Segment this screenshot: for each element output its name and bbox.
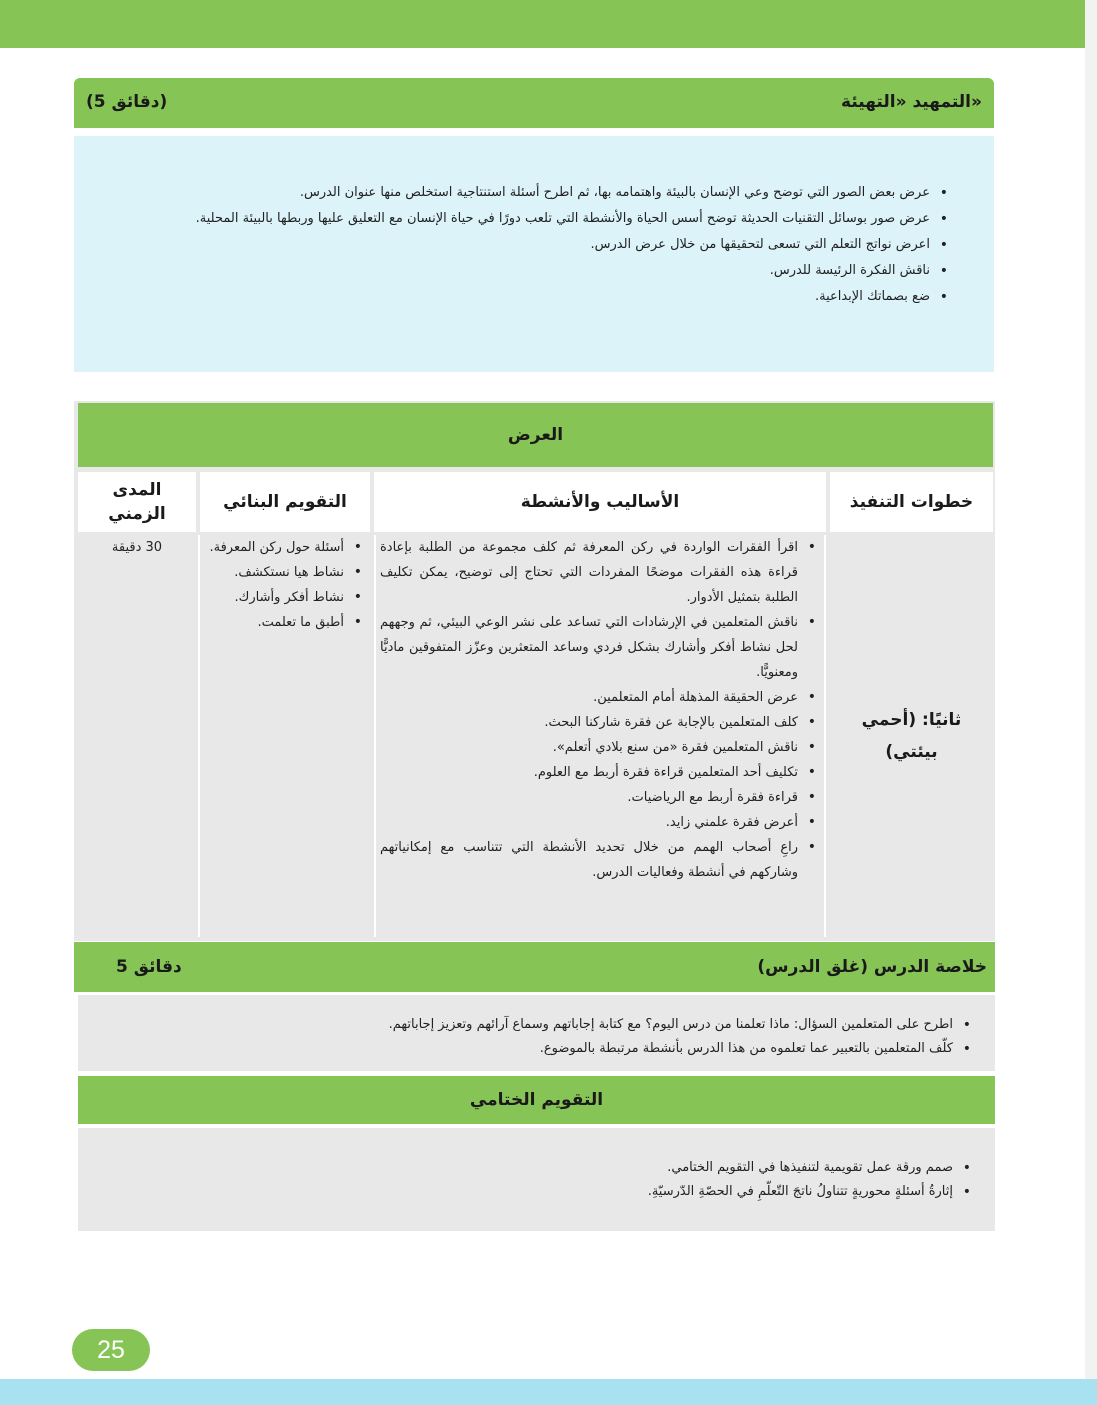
summary-body: [78, 995, 995, 1071]
list-item: • ضع بصماتك الإبداعية.: [88, 284, 952, 310]
list-item: • عرض بعض الصور التي توضح وعي الإنسان بالبيئة واهتمامه بها، ثم اطرح أسئلة استنتاجية استخلص منها عنوان الدرس.: [88, 180, 952, 206]
assessment-list: [208, 535, 366, 635]
list-item: • نشاط أفكر وأشارك.: [208, 585, 366, 610]
list-item: • ناقش المتعلمين فقرة «من سنع بلادي أتعلم».: [380, 735, 820, 760]
list-item: • راعِ أصحاب الهمم من خلال تحديد الأنشطة التي تتناسب مع إمكانياتهم وشاركهم في أنشطة وفعاليات الدرس.: [380, 835, 820, 885]
list-item: • ناقش الفكرة الرئيسة للدرس.: [88, 258, 952, 284]
list-item: • اطرح على المتعلمين السؤال: ماذا تعلمنا من درس اليوم؟ مع كتابة إجاباتهم وسماع آرائهم وتعزيز إجاباتهم.: [88, 1013, 975, 1037]
summary-title: خلاصة الدرس (غلق الدرس): [757, 957, 987, 977]
methods-cell: [374, 535, 826, 937]
header-duration: المدى الزمني: [78, 472, 196, 532]
duration-cell: 30 دقيقة: [78, 535, 196, 937]
header-methods: الأساليب والأنشطة: [374, 472, 826, 532]
step-name: ثانيًا: (أحمي بيئتي): [830, 535, 993, 937]
list-item: • عرض صور بوسائل التقنيات الحديثة توضح أسس الحياة والأنشطة التي تلعب دورًا في حياة الإنسان مع التعليق عليها وربطها بالبيئة المحلية.: [88, 206, 952, 232]
list-item: • قراءة فقرة أربط مع الرياضيات.: [380, 785, 820, 810]
final-assessment-body: [78, 1128, 995, 1231]
final-assessment-header: التقويم الختامي: [78, 1076, 995, 1124]
methods-list: [380, 535, 820, 885]
summary-header: [74, 942, 995, 992]
header-steps: خطوات التنفيذ: [830, 472, 993, 532]
top-banner: [0, 0, 1085, 48]
presentation-title: العرض: [78, 403, 993, 467]
list-item: • كلف المتعلمين بالإجابة عن فقرة شاركنا البحث.: [380, 710, 820, 735]
intro-body: [74, 136, 994, 372]
intro-duration: (5 دقائق): [86, 92, 168, 112]
list-item: • نشاط هيا نستكشف.: [208, 560, 366, 585]
header-assessment: التقويم البنائي: [200, 472, 370, 532]
intro-title: التمهيد «التهيئة»: [841, 92, 982, 112]
intro-list: [88, 180, 952, 310]
assessment-cell: [198, 535, 374, 937]
summary-duration: 5 دقائق: [116, 957, 182, 977]
list-item: • صمم ورقة عمل تقويمية لتنفيذها في التقويم الختامي.: [88, 1156, 975, 1180]
list-item: • تكليف أحد المتعلمين قراءة فقرة أربط مع العلوم.: [380, 760, 820, 785]
page-number: 25: [72, 1329, 150, 1371]
list-item: • اقرأ الفقرات الواردة في ركن المعرفة ثم كلف مجموعة من الطلبة بإعادة قراءة هذه الفقرات موضحًا المفردات التي تحتاج إلى توضيح، يمكن تكليف الطلبة بتمثيل الأدوار.: [380, 535, 820, 610]
bottom-banner: [0, 1379, 1097, 1405]
list-item: • كلّف المتعلمين بالتعبير عما تعلموه من هذا الدرس بأنشطة مرتبطة بالموضوع.: [88, 1037, 975, 1061]
summary-list: [88, 1013, 975, 1061]
list-item: • إثارةُ أسئلةٍ محوريةٍ تتناولُ ناتجَ التّعلّمِ في الحصّةِ الدّرسيّةِ.: [88, 1180, 975, 1204]
list-item: • أطبق ما تعلمت.: [208, 610, 366, 635]
list-item: • عرض الحقيقة المذهلة أمام المتعلمين.: [380, 685, 820, 710]
final-assessment-list: [88, 1156, 975, 1204]
page-edge: [1085, 0, 1097, 1405]
list-item: • أعرض فقرة علمني زايد.: [380, 810, 820, 835]
list-item: • اعرض نواتج التعلم التي تسعى لتحقيقها من خلال عرض الدرس.: [88, 232, 952, 258]
presentation-table: [74, 401, 995, 941]
list-item: • أسئلة حول ركن المعرفة.: [208, 535, 366, 560]
list-item: • ناقش المتعلمين في الإرشادات التي تساعد على نشر الوعي البيئي، ثم وجههم لحل نشاط أفكر وأشارك بشكل فردي وساعد المتعثرين وعزّز المتفوقين ماديًّا ومعنويًّا.: [380, 610, 820, 685]
intro-header: [74, 78, 994, 128]
